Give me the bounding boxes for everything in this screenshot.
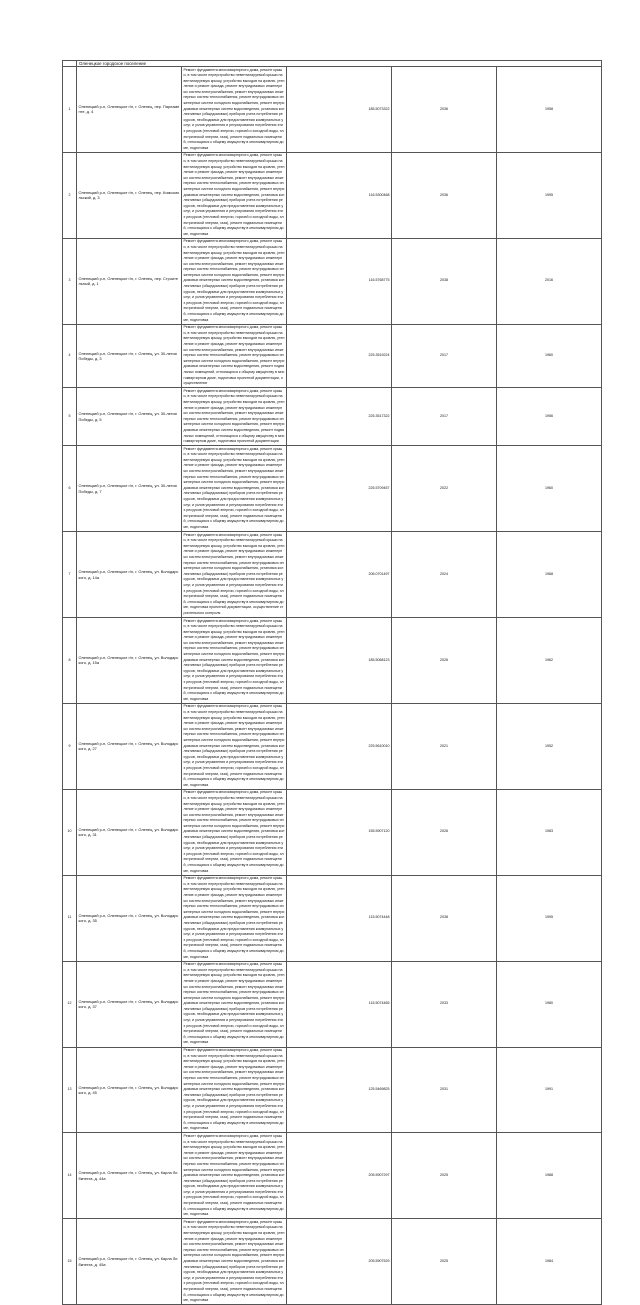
address-cell: [77, 67, 182, 153]
work-description-cell-text: Ремонт фундамента многоквартирного дома, ремонт крыши, в том числе переустройство невентилируемой крыши на вентилируемую крышу, устройство выходов на кровлю, утепление и ремонт фасада, ремонт внутридомовых инженерных систем электроснабжения, ремонт внутридомовых инженерных систем теплоснабжения, ремонт внутридомовых инженерных систем холодного водоснабжения, ремонт внутридомовых инженерных систем водоотведения, ремонт подвальных помещений, относящихся к общему имуществу в многоквартирном доме, подготовка проектной документации, осуществление: [183, 325, 285, 386]
address-cell: [77, 238, 182, 324]
address-cell: [77, 618, 182, 704]
work-description-cell: [182, 152, 287, 238]
table-row: [63, 446, 602, 532]
row-number-cell: [63, 703, 77, 789]
work-description-cell-text: Ремонт фундамента многоквартирного дома, ремонт крыши, в том числе переустройство невентилируемой крыши на вентилируемую крышу, устройство выходов на кровлю, утепление и ремонт фасада, ремонт внутридомовых инженерных систем электроснабжения, ремонт внутридомовых инженерных систем теплоснабжения, ремонт внутридомовых инженерных систем холодного водоснабжения, ремонт внутридомовых инженерных систем водоотведения, установка коллективных (общедомовых) приборов учета потребления ресурсов, необходимых для предоставления коммунальных услуг, и узлов управления и регулирования потребления этих ресурсов (тепловой энергии, горячей и холодной воды, электрической энергии, газа), ремонт подвальных помещений, относящихся к общему имуществу в многоквартирном доме, подготовка: [183, 962, 285, 1045]
section-title: Оленецкое городское поселение: [77, 61, 602, 67]
row-number-cell-text: 10: [67, 829, 72, 834]
row-number-cell-text: 3: [68, 278, 71, 283]
planned-year-cell-text: 2025: [440, 1173, 448, 1178]
address-cell-text: Оленецкий р-н, Оленецкое г/п, г. Оленец, ул. Володарского, д. 45: [78, 1084, 179, 1095]
build-year-cell-text: 1962: [545, 657, 553, 662]
row-number-cell-text: 6: [68, 485, 71, 490]
row-number-cell-text: 4: [68, 353, 71, 358]
work-description-cell-text: Ремонт фундамента многоквартирного дома, ремонт крыши, в том числе переустройство невентилируемой крыши на вентилируемую крышу, устройство выходов на кровлю, утепление и ремонт фасада, ремонт внутридомовых инженерных систем электроснабжения, ремонт внутридомовых инженерных систем теплоснабжения, ремонт внутридомовых инженерных систем холодного водоснабжения, ремонт внутридомовых инженерных систем водоотведения, установка коллективных (общедомовых) приборов учета потребления ресурсов, необходимых для предоставления коммунальных услуг, и узлов управления и регулирования потребления этих ресурсов (тепловой энергии, горячей и холодной воды, электрической энергии, газа), ремонт подвальных помещений, относящихся к общему имуществу в многоквартирном доме, подготовка: [183, 618, 285, 701]
build-year-cell: [497, 789, 602, 875]
address-cell: [77, 532, 182, 618]
cost-cell-text: 185.5073322: [368, 106, 390, 111]
address-cell: [77, 875, 182, 961]
work-description-cell-text: Ремонт фундамента многоквартирного дома, ремонт крыши, в том числе переустройство невентилируемой крыши на вентилируемую крышу, устройство выходов на кровлю, утепление и ремонт фасада, ремонт внутридомовых инженерных систем электроснабжения, ремонт внутридомовых инженерных систем теплоснабжения, ремонт внутридомовых инженерных систем холодного водоснабжения, ремонт внутридомовых инженерных систем водоотведения, установка коллективных (общедомовых) приборов учета потребления ресурсов, необходимых для предоставления коммунальных услуг, и узлов управления и регулирования потребления этих ресурсов (тепловой энергии, горячей и холодной воды, электрической энергии, газа), ремонт подвальных помещений, относящихся к общему имуществу в многоквартирном доме, подготовка: [183, 1219, 285, 1303]
row-number-cell-text: 15: [67, 1259, 72, 1263]
table-row: [63, 789, 602, 875]
address-cell-text: Оленецкий р-н, Оленецкое г/п, г. Оленец, ул. 30-летия Победы, д. 7: [78, 483, 177, 494]
build-year-cell-text: 1995: [545, 915, 553, 920]
planned-year-cell: [392, 238, 497, 324]
row-number-cell: [63, 446, 77, 532]
planned-year-cell-text: 2025: [440, 1259, 448, 1263]
cost-cell-text: 185.5068123: [368, 657, 390, 662]
table-row: [63, 238, 602, 324]
row-number-cell: [63, 388, 77, 446]
planned-year-cell: [392, 961, 497, 1047]
build-year-cell: [497, 388, 602, 446]
build-year-cell-text: 1984: [545, 1259, 553, 1263]
build-year-cell: [497, 703, 602, 789]
work-description-cell: [182, 446, 287, 532]
work-description-cell: [182, 875, 287, 961]
address-cell: [77, 961, 182, 1047]
cost-cell: [287, 388, 392, 446]
address-cell-text: Оленецкий р-н, Оленецкое г/п, г. Оленец, ул. Володарского, д. 14а: [78, 569, 179, 580]
work-description-cell: [182, 703, 287, 789]
row-number-cell: [63, 324, 77, 388]
table-row: [63, 1133, 602, 1219]
build-year-cell: [497, 446, 602, 532]
table-row: [63, 532, 602, 618]
work-description-cell-text: Ремонт фундамента многоквартирного дома, ремонт крыши, в том числе переустройство невентилируемой крыши на вентилируемую крышу, устройство выходов на кровлю, утепление и ремонт фасада, ремонт внутридомовых инженерных систем электроснабжения, ремонт внутридомовых инженерных систем теплоснабжения, ремонт внутридомовых инженерных систем холодного водоснабжения, ремонт внутридомовых инженерных систем водоотведения, установка коллективных (общедомовых) приборов учета потребления ресурсов, необходимых для предоставления коммунальных услуг, и узлов управления и регулирования потребления этих ресурсов (тепловой энергии, горячей и холодной воды, электрической энергии, газа), ремонт подвальных помещений, относящихся к общему имуществу в многоквартирном доме, подготовка: [183, 153, 285, 236]
cost-cell-text: 225.3517322: [368, 413, 390, 418]
build-year-cell: [497, 1133, 602, 1219]
address-cell: [77, 388, 182, 446]
planned-year-cell-text: 2026: [440, 657, 448, 662]
cost-cell: [287, 67, 392, 153]
row-number-cell-text: 8: [68, 657, 71, 662]
work-description-cell-text: Ремонт фундамента многоквартирного дома, ремонт крыши, в том числе переустройство невентилируемой крыши на вентилируемую крышу, устройство выходов на кровлю, утепление и ремонт фасада, ремонт внутридомовых инженерных систем электроснабжения, ремонт внутридомовых инженерных систем теплоснабжения, ремонт внутридомовых инженерных систем холодного водоснабжения, ремонт внутридомовых инженерных систем водоотведения, установка коллективных (общедомовых) приборов учета потребления ресурсов, необходимых для предоставления коммунальных услуг, и узлов управления и регулирования потребления этих ресурсов (тепловой энергии, горячей и холодной воды, электрической энергии, газа), ремонт подвальных помещений, относящихся к общему имуществу в многоквартирном доме, подготовка: [183, 876, 285, 959]
address-cell-text: Оленецкий р-н, Оленецкое г/п, г. Оленец, ул. 30-летия Победы, д. 5: [78, 411, 177, 422]
table-row: [63, 152, 602, 238]
cost-cell: [287, 1219, 392, 1305]
cost-cell-text: 155.5907120: [368, 829, 390, 834]
work-description-cell-text: Ремонт фундамента многоквартирного дома, ремонт крыши, в том числе переустройство невентилируемой крыши на вентилируемую крышу, устройство выходов на кровлю, утепление и ремонт фасада, ремонт внутридомовых инженерных систем электроснабжения, ремонт внутридомовых инженерных систем теплоснабжения, ремонт внутридомовых инженерных систем холодного водоснабжения, ремонт внутридомовых инженерных систем водоотведения, установка коллективных (общедомовых) приборов учета потребления ресурсов, необходимых для предоставления коммунальных услуг, и узлов управления и регулирования потребления этих ресурсов (тепловой энергии, горячей и холодной воды, электрической энергии, газа), ремонт подвальных помещений, относящихся к общему имуществу в многоквартирном доме, подготовка: [183, 790, 285, 873]
work-description-cell-text: Ремонт фундамента многоквартирного дома, ремонт крыши, в том числе переустройство невентилируемой крыши на вентилируемую крышу, устройство выходов на кровлю, утепление и ремонт фасада, ремонт внутридомовых инженерных систем электроснабжения, ремонт внутридомовых инженерных систем теплоснабжения, ремонт внутридомовых инженерных систем холодного водоснабжения, ремонт внутридомовых инженерных систем водоотведения, установка коллективных (общедомовых) приборов учета потребления ресурсов, необходимых для предоставления коммунальных услуг, и узлов управления и регулирования потребления этих ресурсов (тепловой энергии, горячей и холодной воды, электрической энергии, газа), ремонт подвальных помещений, относящихся к общему имуществу в многоквартирном доме, подготовка: [183, 67, 285, 150]
build-year-cell: [497, 67, 602, 153]
row-number-cell: [63, 789, 77, 875]
cost-cell: [287, 532, 392, 618]
work-description-cell-text: Ремонт фундамента многоквартирного дома, ремонт крыши, в том числе переустройство невентилируемой крыши на вентилируемую крышу, устройство выходов на кровлю, утепление и ремонт фасада, ремонт внутридомовых инженерных систем электроснабжения, ремонт внутридомовых инженерных систем теплоснабжения, ремонт внутридомовых инженерных систем холодного водоснабжения, ремонт внутридомовых инженерных систем водоотведения, ремонт подвальных помещений, относящихся к общему имуществу в многоквартирном доме, подготовка проектной документации: [183, 388, 285, 444]
row-number-cell: [63, 238, 77, 324]
cost-cell: [287, 961, 392, 1047]
row-number-cell-text: 11: [67, 915, 72, 920]
row-number-cell: [63, 1133, 77, 1219]
build-year-cell-text: 1988: [545, 1173, 553, 1178]
build-year-cell-text: 1960: [545, 485, 553, 490]
build-year-cell-text: 1952: [545, 743, 553, 748]
address-cell: [77, 1047, 182, 1133]
work-description-cell-text: Ремонт фундамента многоквартирного дома, ремонт крыши, в том числе переустройство невентилируемой крыши на вентилируемую крышу, устройство выходов на кровлю, утепление и ремонт фасада, ремонт внутридомовых инженерных систем электроснабжения, ремонт внутридомовых инженерных систем теплоснабжения, ремонт внутридомовых инженерных систем холодного водоснабжения, ремонт внутридомовых инженерных систем водоотведения, установка коллективных (общедомовых) приборов учета потребления ресурсов, необходимых для предоставления коммунальных услуг, и узлов управления и регулирования потребления этих ресурсов (тепловой энергии, горячей и холодной воды, электрической энергии, газа), ремонт подвальных помещений, относящихся к общему имуществу в многоквартирном доме, подготовка: [183, 239, 285, 322]
row-number-cell-text: 5: [68, 413, 71, 418]
planned-year-cell-text: 2038: [440, 915, 448, 920]
build-year-cell: [497, 618, 602, 704]
build-year-cell-text: 1991: [545, 1087, 553, 1092]
cost-cell: [287, 875, 392, 961]
address-cell: [77, 324, 182, 388]
address-cell-text: Оленецкий р-н, Оленецкое г/п, г. Оленец, пер. Комсомольский, д. 3: [78, 189, 180, 201]
address-cell: [77, 446, 182, 532]
cost-cell-text: 115.5074465: [368, 1001, 390, 1006]
work-description-cell-text: Ремонт фундамента многоквартирного дома, ремонт крыши, в том числе переустройство невентилируемой крыши на вентилируемую крышу, устройство выходов на кровлю, утепление и ремонт фасада, ремонт внутридомовых инженерных систем электроснабжения, ремонт внутридомовых инженерных систем теплоснабжения, ремонт внутридомовых инженерных систем холодного водоснабжения, установка коллективных (общедомовых) приборов учета потребления ресурсов, необходимых для предоставления коммунальных услуг, и узлов управления и регулирования потребления этих ресурсов (тепловой энергии, горячей и холодной воды, электрической энергии, газа), ремонт подвальных помещений, относящихся к общему имуществу в многоквартирном доме, подготовка проектной документации, осуществление строительного контроля: [183, 532, 285, 615]
planned-year-cell: [392, 1219, 497, 1305]
planned-year-cell-text: 2024: [440, 571, 448, 576]
address-cell: [77, 1133, 182, 1219]
row-number-cell-text: 12: [67, 1001, 72, 1006]
row-number-cell: [63, 67, 77, 153]
address-cell-text: Оленецкий р-н, Оленецкое г/п, г. Оленец, ул. 30-летия Победы, д. 3: [78, 350, 177, 361]
cost-cell: [287, 324, 392, 388]
planned-year-cell: [392, 703, 497, 789]
planned-year-cell-text: 2036: [440, 192, 448, 197]
cost-cell-text: 205.5907529: [368, 1259, 390, 1263]
planned-year-cell: [392, 1133, 497, 1219]
build-year-cell-text: 2016: [545, 278, 553, 283]
work-description-cell: [182, 961, 287, 1047]
address-cell-text: Оленецкий р-н, Оленецкое г/п, г. Оленец, ул. Володарского, д. 15а: [78, 655, 179, 666]
cost-cell: [287, 789, 392, 875]
table-row: [63, 703, 602, 789]
address-cell-text: Оленецкий р-н, Оленецкое г/п, г. Оленец, ул. Володарского, д. 35: [78, 912, 179, 924]
planned-year-cell-text: 2031: [440, 1087, 448, 1092]
table-row: [63, 1047, 602, 1133]
row-number-cell-text: 2: [68, 192, 71, 197]
build-year-cell: [497, 1047, 602, 1133]
planned-year-cell-text: 2038: [440, 278, 448, 283]
table-row: [63, 1219, 602, 1305]
cost-cell-text: 206.0701497: [368, 571, 390, 576]
address-cell: [77, 152, 182, 238]
row-number-cell-text: 14: [67, 1173, 72, 1178]
cost-cell-text: 225.5610010: [368, 743, 390, 748]
work-description-cell-text: Ремонт фундамента многоквартирного дома, ремонт крыши, в том числе переустройство невентилируемой крыши на вентилируемую крышу, устройство выходов на кровлю, утепление и ремонт фасада, ремонт внутридомовых инженерных систем электроснабжения, ремонт внутридомовых инженерных систем теплоснабжения, ремонт внутридомовых инженерных систем холодного водоснабжения, ремонт внутридомовых инженерных систем водоотведения, установка коллективных (общедомовых) приборов учета потребления ресурсов, необходимых для предоставления коммунальных услуг, и узлов управления и регулирования потребления этих ресурсов (тепловой энергии, горячей и холодной воды, электрической энергии, газа), ремонт подвальных помещений, относящихся к общему имуществу в многоквартирном доме, подготовка: [183, 1048, 285, 1131]
address-cell-text: Оленецкий р-н, Оленецкое г/п, г. Оленец, ул. Карла Либкнехта, д. 44а: [78, 1170, 178, 1181]
housing-program-table: [62, 60, 602, 1305]
row-number-cell-text: 1: [68, 106, 71, 111]
table-row: [63, 618, 602, 704]
planned-year-cell: [392, 67, 497, 153]
build-year-cell: [497, 532, 602, 618]
work-description-cell: [182, 67, 287, 153]
planned-year-cell-text: 2021: [440, 743, 448, 748]
work-description-cell: [182, 388, 287, 446]
row-number-cell-text: 13: [67, 1087, 72, 1092]
build-year-cell-text: 1960: [545, 353, 553, 358]
table-row: [63, 961, 602, 1047]
table-row: [63, 875, 602, 961]
work-description-cell: [182, 238, 287, 324]
planned-year-cell: [392, 324, 497, 388]
work-description-cell: [182, 532, 287, 618]
planned-year-cell: [392, 1047, 497, 1133]
work-description-cell-text: Ремонт фундамента многоквартирного дома, ремонт крыши, в том числе переустройство невентилируемой крыши на вентилируемую крышу, устройство выходов на кровлю, утепление и ремонт фасада, ремонт внутридомовых инженерных систем электроснабжения, ремонт внутридомовых инженерных систем теплоснабжения, ремонт внутридомовых инженерных систем холодного водоснабжения, ремонт внутридомовых инженерных систем водоотведения, установка коллективных (общедомовых) приборов учета потребления ресурсов, необходимых для предоставления коммунальных услуг, и узлов управления и регулирования потребления этих ресурсов (тепловой энергии, горячей и холодной воды, электрической энергии, газа), ремонт подвальных помещений, относящихся к общему имуществу в многоквартирном доме, подготовка: [183, 1133, 285, 1217]
work-description-cell: [182, 1047, 287, 1133]
cost-cell-text: 225.5709457: [368, 485, 390, 490]
build-year-cell: [497, 875, 602, 961]
work-description-cell: [182, 618, 287, 704]
work-description-cell: [182, 789, 287, 875]
planned-year-cell: [392, 618, 497, 704]
planned-year-cell: [392, 789, 497, 875]
planned-year-cell-text: 2017: [440, 353, 448, 358]
work-description-cell: [182, 324, 287, 388]
row-number-cell-text: 9: [68, 743, 71, 748]
row-number-cell: [63, 618, 77, 704]
cost-cell: [287, 152, 392, 238]
work-description-cell-text: Ремонт фундамента многоквартирного дома, ремонт крыши, в том числе переустройство невентилируемой крыши на вентилируемую крышу, устройство выходов на кровлю, утепление и ремонт фасада, ремонт внутридомовых инженерных систем электроснабжения, ремонт внутридомовых инженерных систем теплоснабжения, ремонт внутридомовых инженерных систем холодного водоснабжения, ремонт внутридомовых инженерных систем водоотведения, установка коллективных (общедомовых) приборов учета потребления ресурсов, необходимых для предоставления коммунальных услуг, и узлов управления и регулирования потребления этих ресурсов (тепловой энергии, горячей и холодной воды, электрической энергии, газа), ремонт подвальных помещений, относящихся к общему имуществу в многоквартирном доме, подготовка: [183, 704, 285, 787]
planned-year-cell: [392, 152, 497, 238]
row-number-cell: [63, 961, 77, 1047]
build-year-cell-text: 1995: [545, 192, 553, 197]
planned-year-cell-text: 2026: [440, 829, 448, 834]
planned-year-cell: [392, 875, 497, 961]
build-year-cell-text: 1958: [545, 106, 553, 111]
planned-year-cell: [392, 388, 497, 446]
address-cell: [77, 789, 182, 875]
address-cell: [77, 703, 182, 789]
cost-cell-text: 116.5768775: [368, 278, 390, 283]
planned-year-cell-text: 2022: [440, 485, 448, 490]
cost-cell-text: 125.5469825: [368, 1087, 390, 1092]
cost-cell: [287, 1047, 392, 1133]
cost-cell: [287, 238, 392, 324]
planned-year-cell-text: 2036: [440, 106, 448, 111]
work-description-cell: [182, 1133, 287, 1219]
work-description-cell: [182, 1219, 287, 1305]
row-number-cell: [63, 152, 77, 238]
build-year-cell: [497, 238, 602, 324]
cost-cell-text: 116.5300468: [368, 192, 390, 197]
address-cell-text: Оленецкий р-н, Оленецкое г/п, г. Оленец, пер. Строительный, д. 1: [78, 275, 179, 287]
row-number-cell: [63, 875, 77, 961]
build-year-cell: [497, 324, 602, 388]
table-row: [63, 324, 602, 388]
address-cell-text: Оленецкий р-н, Оленецкое г/п, г. Оленец, ул. Володарского, д. 37: [78, 998, 179, 1010]
build-year-cell: [497, 1219, 602, 1305]
build-year-cell: [497, 961, 602, 1047]
row-number-cell: [63, 1047, 77, 1133]
address-cell-text: Оленецкий р-н, Оленецкое г/п, г. Оленец, ул. Володарского, д. 27: [78, 740, 179, 752]
cost-cell-text: 225.3519224: [368, 353, 390, 358]
build-year-cell: [497, 152, 602, 238]
cost-cell: [287, 446, 392, 532]
planned-year-cell-text: 2017: [440, 413, 448, 418]
cost-cell: [287, 618, 392, 704]
cost-cell: [287, 1133, 392, 1219]
address-cell-text: Оленецкий р-н, Оленецкое г/п, г. Оленец, ул. Карла Либкнехта, д. 45а: [78, 1256, 178, 1267]
planned-year-cell-text: 2033: [440, 1001, 448, 1006]
build-year-cell-text: 1968: [545, 571, 553, 576]
planned-year-cell: [392, 532, 497, 618]
row-number-cell: [63, 532, 77, 618]
row-number-cell-text: 7: [68, 571, 71, 576]
build-year-cell-text: 1956: [545, 413, 553, 418]
table-row: [63, 388, 602, 446]
cost-cell: [287, 703, 392, 789]
build-year-cell-text: 1980: [545, 1001, 553, 1006]
row-number-cell: [63, 1219, 77, 1305]
work-description-cell-text: Ремонт фундамента многоквартирного дома, ремонт крыши, в том числе переустройство невентилируемой крыши на вентилируемую крышу, устройство выходов на кровлю, утепление и ремонт фасада, ремонт внутридомовых инженерных систем электроснабжения, ремонт внутридомовых инженерных систем теплоснабжения, ремонт внутридомовых инженерных систем холодного водоснабжения, ремонт внутридомовых инженерных систем водоотведения, установка коллективных (общедомовых) приборов учета потребления ресурсов, необходимых для предоставления коммунальных услуг, и узлов управления и регулирования потребления этих ресурсов (тепловой энергии, горячей и холодной воды, электрической энергии, газа), ремонт подвальных помещений, относящихся к общему имуществу в многоквартирном доме, подготовка: [183, 446, 285, 529]
address-cell: [77, 1219, 182, 1305]
planned-year-cell: [392, 446, 497, 532]
address-cell-text: Оленецкий р-н, Оленецкое г/п, г. Оленец, ул. Володарского, д. 31: [78, 826, 179, 838]
build-year-cell-text: 1983: [545, 829, 553, 834]
cost-cell-text: 115.5074448: [368, 915, 390, 920]
table-row: [63, 67, 602, 153]
cost-cell-text: 205.5907297: [368, 1173, 390, 1178]
address-cell-text: Оленецкий р-н, Оленецкое г/п, г. Оленец, пер. Парламенте, д. 4: [78, 104, 180, 115]
